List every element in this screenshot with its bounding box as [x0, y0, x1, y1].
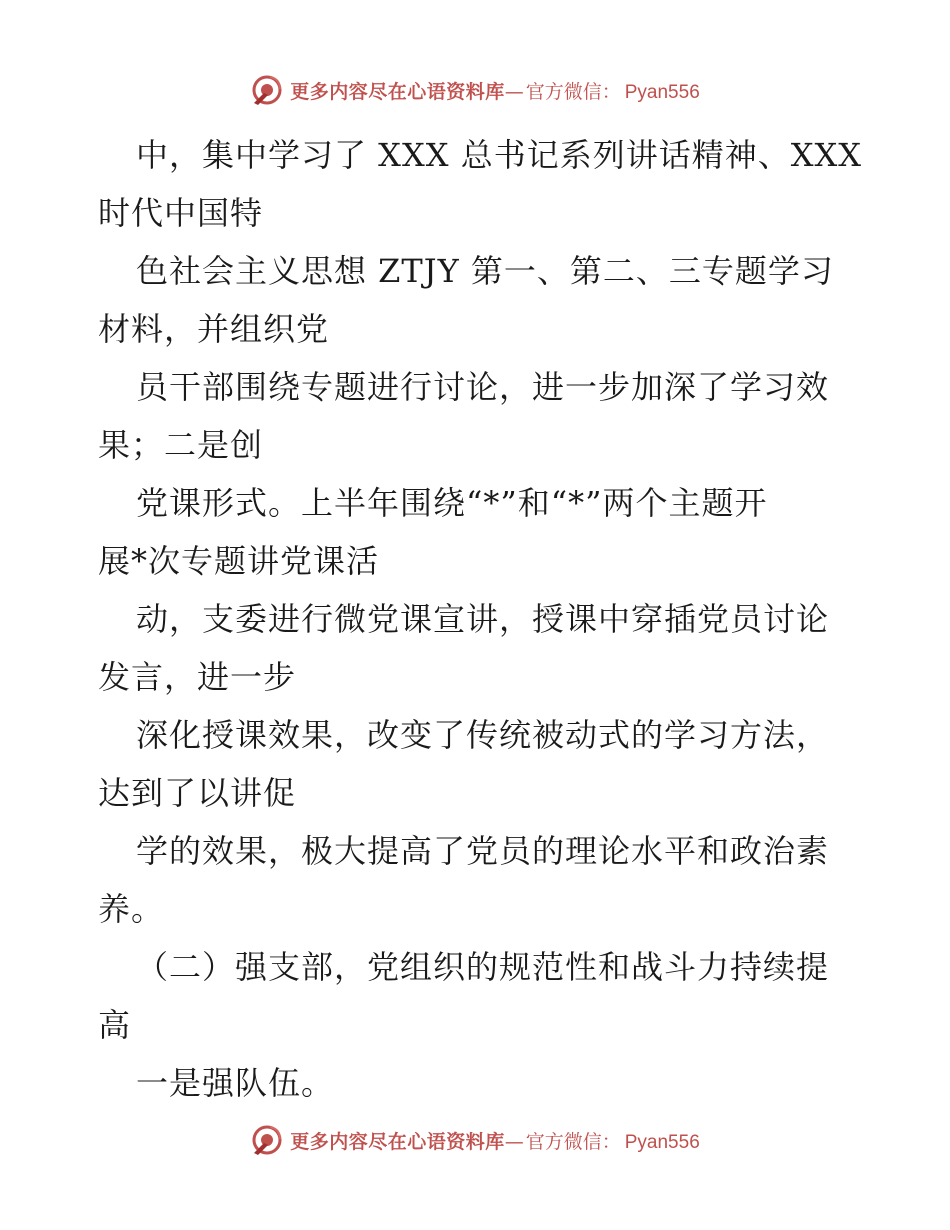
body-line: 深化授课效果，改变了传统被动式的学习方法， — [136, 716, 830, 754]
pen-logo-icon — [250, 73, 284, 107]
section-heading: （二）强支部，党组织的规范性和战斗力持续提 — [136, 948, 830, 986]
section-heading-continued: 高 — [98, 1006, 132, 1044]
body-line: 一是强队伍。 — [136, 1064, 335, 1102]
body-line: 发言，进一步 — [98, 658, 297, 696]
header-banner — [0, 70, 950, 110]
banner-wechat-id: Pyan556 — [624, 81, 700, 103]
body-line: 中，集中学习了 XXX 总书记系列讲话精神、XXX — [136, 136, 863, 174]
banner-dash: — — [504, 80, 524, 103]
banner-dash: — — [504, 1130, 524, 1153]
banner-title: 更多内容尽在心语资料库 — [290, 1130, 505, 1153]
body-line: 党课形式。上半年围绕“*”和“*”两个主题开 — [136, 484, 768, 522]
footer-banner — [0, 1120, 950, 1160]
body-line: 动，支委进行微党课宣讲，授课中穿插党员讨论 — [136, 600, 830, 638]
body-line: 材料，并组织党 — [98, 310, 330, 348]
banner-wechat-label: 官方微信： — [525, 80, 621, 103]
document-body — [98, 126, 863, 1112]
body-line: 学的效果，极大提高了党员的理论水平和政治素 — [136, 832, 830, 870]
body-line: 果；二是创 — [98, 426, 264, 464]
body-line: 时代中国特 — [98, 194, 264, 232]
body-line: 色社会主义思想 ZTJY 第一、第二、三专题学习 — [136, 252, 834, 290]
banner-wechat-id: Pyan556 — [624, 1131, 700, 1153]
banner-title: 更多内容尽在心语资料库 — [290, 80, 505, 103]
body-line: 员干部围绕专题进行讨论，进一步加深了学习效 — [136, 368, 830, 406]
body-line: 养。 — [98, 890, 165, 928]
banner-wechat-label: 官方微信： — [525, 1130, 621, 1153]
pen-logo-icon — [250, 1123, 284, 1157]
body-line: 达到了以讲促 — [98, 774, 297, 812]
body-line: 展*次专题讲党课活 — [98, 542, 380, 580]
